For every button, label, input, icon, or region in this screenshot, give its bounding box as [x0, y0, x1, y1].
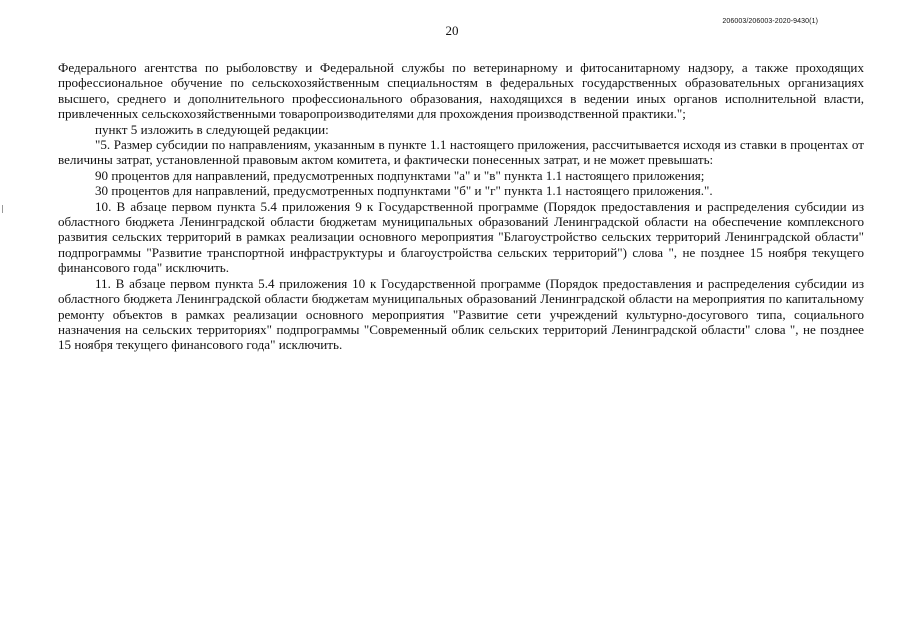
paragraph-point-5-text: "5. Размер субсидии по направлениям, указанным в пункте 1.1 настоящего приложения, рассчитывается исходя из ставки в процентах от величины затрат, установленной правовым актом комитета, и фактически понесенных затрат, и не может превышать:	[58, 137, 864, 168]
paragraph-item-10: 10. В абзаце первом пункта 5.4 приложения 9 к Государственной программе (Порядок предоставления и распределения субсидии из областного бюджета Ленинградской области бюджетам муниципальных образований Ленинградской области на обеспечение комплексного развития сельских территорий в рамках реализации основного мероприятия "Благоустройство сельских территорий Ленинградской области" подпрограммы "Развитие транспортной инфраструктуры и благоустройства сельских территорий") слова ", не позднее 15 ноября текущего финансового года" исключить.	[58, 198, 864, 276]
document-body	[58, 60, 864, 353]
page-number: 20	[445, 23, 459, 38]
paragraph-continuation: Федерального агентства по рыболовству и Федеральной службы по ветеринарному и фитосанитарному надзору, а также проходящих профессиональное обучение по сельскохозяйственным специальностям в федеральных государственных образовательных организациях высшего, среднего и дополнительного профессионального образования, находящихся в ведении иных органов исполнительной власти, привлеченных сельскохозяйственными товаропроизводителями для прохождения производственной практики.";	[58, 60, 864, 122]
paragraph-item-11: 11. В абзаце первом пункта 5.4 приложения 10 к Государственной программе (Порядок предоставления и распределения субсидии из областного бюджета Ленинградской области бюджетам муниципальных образований Ленинградской области на мероприятия по капитальному ремонту объектов в рамках реализации основного мероприятия "Развитие сети учреждений культурно-досугового типа, социального назначения на сельских территориях" подпрограммы "Современный облик сельских территорий Ленинградской области" слова ", не позднее 15 ноября текущего финансового года" исключить.	[58, 275, 864, 353]
document-code: 206003/206003-2020-9430(1)	[722, 18, 818, 25]
margin-mark	[2, 205, 3, 213]
paragraph-point-5-intro: пункт 5 изложить в следующей редакции:	[95, 121, 329, 137]
paragraph-90-percent: 90 процентов для направлений, предусмотренных подпунктами "а" и "в" пункта 1.1 настоящего приложения;	[95, 167, 705, 183]
paragraph-30-percent: 30 процентов для направлений, предусмотренных подпунктами "б" и "г" пункта 1.1 настоящего приложения.".	[95, 183, 713, 199]
